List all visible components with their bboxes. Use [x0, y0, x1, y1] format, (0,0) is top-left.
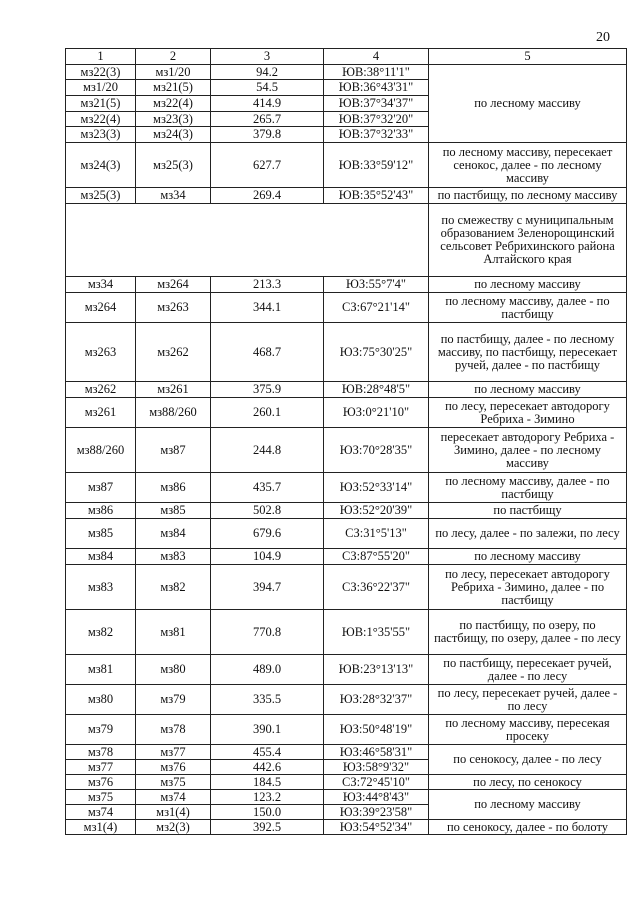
point-to: мз82 — [136, 565, 211, 610]
point-to: мз24(3) — [136, 127, 211, 143]
segment-description: по лесному массиву — [429, 65, 627, 143]
segment-bearing: ЮВ:37°32'33" — [324, 127, 429, 143]
point-from: мз263 — [66, 323, 136, 382]
point-from: мз261 — [66, 398, 136, 428]
point-from: мз264 — [66, 293, 136, 323]
segment-bearing: ЮЗ:39°23'58" — [324, 805, 429, 820]
segment-bearing: ЮЗ:44°8'43" — [324, 790, 429, 805]
segment-bearing: ЮЗ:46°58'31" — [324, 745, 429, 760]
segment-description: по лесному массиву — [429, 549, 627, 565]
point-to: мз84 — [136, 519, 211, 549]
segment-length: 265.7 — [211, 112, 324, 127]
table-row — [66, 549, 627, 565]
segment-bearing: ЮВ:33°59'12" — [324, 143, 429, 188]
point-to: мз86 — [136, 473, 211, 503]
segment-bearing: ЮЗ:58°9'32" — [324, 760, 429, 775]
segment-bearing: ЮЗ:52°33'14" — [324, 473, 429, 503]
point-from: мз21(5) — [66, 96, 136, 112]
segment-length: 244.8 — [211, 428, 324, 473]
point-to: мз1/20 — [136, 65, 211, 80]
segment-bearing: ЮЗ:0°21'10" — [324, 398, 429, 428]
segment-length: 375.9 — [211, 382, 324, 398]
segment-bearing: СЗ:36°22'37" — [324, 565, 429, 610]
segment-bearing: ЮЗ:55°7'4" — [324, 277, 429, 293]
point-from: мз84 — [66, 549, 136, 565]
page-number: 20 — [596, 30, 610, 45]
point-to: мз261 — [136, 382, 211, 398]
table-row — [66, 565, 627, 610]
table-row — [66, 382, 627, 398]
segment-bearing: ЮЗ:70°28'35" — [324, 428, 429, 473]
point-from: мз262 — [66, 382, 136, 398]
column-header: 2 — [136, 49, 211, 65]
segment-length: 335.5 — [211, 685, 324, 715]
segment-bearing: ЮВ:35°52'43" — [324, 188, 429, 204]
segment-length: 455.4 — [211, 745, 324, 760]
point-to: мз78 — [136, 715, 211, 745]
table-row — [66, 715, 627, 745]
point-to: мз76 — [136, 760, 211, 775]
point-to: мз74 — [136, 790, 211, 805]
segment-description: по пастбищу, пересекает ручей, далее - по лесу — [429, 655, 627, 685]
segment-length: 502.8 — [211, 503, 324, 519]
segment-bearing: ЮЗ:54°52'34" — [324, 820, 429, 835]
segment-bearing: ЮВ:28°48'5" — [324, 382, 429, 398]
point-to: мз262 — [136, 323, 211, 382]
segment-bearing: ЮВ:1°35'55" — [324, 610, 429, 655]
table-row — [66, 277, 627, 293]
point-to: мз75 — [136, 775, 211, 790]
table-row — [66, 293, 627, 323]
segment-length: 344.1 — [211, 293, 324, 323]
point-to: мз21(5) — [136, 80, 211, 96]
point-from: мз85 — [66, 519, 136, 549]
column-header: 1 — [66, 49, 136, 65]
segment-length: 104.9 — [211, 549, 324, 565]
point-from: мз87 — [66, 473, 136, 503]
segment-bearing: СЗ:72°45'10" — [324, 775, 429, 790]
segment-length: 390.1 — [211, 715, 324, 745]
point-from: мз1(4) — [66, 820, 136, 835]
segment-bearing: СЗ:87°55'20" — [324, 549, 429, 565]
segment-length: 269.4 — [211, 188, 324, 204]
table-row — [66, 519, 627, 549]
segment-length: 435.7 — [211, 473, 324, 503]
point-to: мз1(4) — [136, 805, 211, 820]
point-to: мз85 — [136, 503, 211, 519]
point-from: мз81 — [66, 655, 136, 685]
segment-description: по пастбищу, далее - по лесному массиву, по пастбищу, пересекает ручей, далее - по пастбищу — [429, 323, 627, 382]
segment-description: по сенокосу, далее - по лесу — [429, 745, 627, 775]
table-row — [66, 428, 627, 473]
point-from: мз78 — [66, 745, 136, 760]
point-from: мз22(3) — [66, 65, 136, 80]
point-from: мз22(4) — [66, 112, 136, 127]
segment-bearing: ЮЗ:52°20'39" — [324, 503, 429, 519]
segment-bearing: ЮВ:23°13'13" — [324, 655, 429, 685]
point-from: мз1/20 — [66, 80, 136, 96]
table-row — [66, 790, 627, 805]
point-from: мз34 — [66, 277, 136, 293]
segment-description: по лесному массиву, далее - по пастбищу — [429, 473, 627, 503]
segment-length: 414.9 — [211, 96, 324, 112]
point-to: мз34 — [136, 188, 211, 204]
segment-bearing: ЮЗ:50°48'19" — [324, 715, 429, 745]
point-to: мз23(3) — [136, 112, 211, 127]
segment-bearing: ЮВ:37°32'20" — [324, 112, 429, 127]
point-to: мз83 — [136, 549, 211, 565]
segment-bearing: ЮВ:37°34'37" — [324, 96, 429, 112]
point-to: мз25(3) — [136, 143, 211, 188]
table-row — [66, 820, 627, 835]
point-to: мз263 — [136, 293, 211, 323]
table-row — [66, 204, 627, 277]
segment-description: по лесному массиву, пересекает сенокос, далее - по лесному массиву — [429, 143, 627, 188]
point-from: мз82 — [66, 610, 136, 655]
segment-bearing: СЗ:31°5'13" — [324, 519, 429, 549]
segment-length: 184.5 — [211, 775, 324, 790]
column-header: 3 — [211, 49, 324, 65]
point-from: мз86 — [66, 503, 136, 519]
segment-description: по лесу, по сенокосу — [429, 775, 627, 790]
table-row — [66, 65, 627, 80]
table-row — [66, 685, 627, 715]
point-to: мз88/260 — [136, 398, 211, 428]
segment-description: по пастбищу, по лесному массиву — [429, 188, 627, 204]
table-row — [66, 745, 627, 760]
empty-cell — [66, 204, 429, 277]
table-row — [66, 143, 627, 188]
segment-description: по лесу, пересекает автодорогу Ребриха - Зимино — [429, 398, 627, 428]
point-from: мз75 — [66, 790, 136, 805]
point-to: мз77 — [136, 745, 211, 760]
segment-length: 150.0 — [211, 805, 324, 820]
segment-description: пересекает автодорогу Ребриха - Зимино, далее - по лесному массиву — [429, 428, 627, 473]
segment-length: 394.7 — [211, 565, 324, 610]
segment-length: 213.3 — [211, 277, 324, 293]
table-row — [66, 775, 627, 790]
segment-description: по лесному массиву — [429, 382, 627, 398]
segment-description: по сенокосу, далее - по болоту — [429, 820, 627, 835]
table-row — [66, 188, 627, 204]
table-header-row — [66, 49, 627, 65]
segment-length: 679.6 — [211, 519, 324, 549]
table-row — [66, 610, 627, 655]
point-from: мз83 — [66, 565, 136, 610]
segment-description: по лесному массиву — [429, 277, 627, 293]
segment-length: 54.5 — [211, 80, 324, 96]
point-to: мз81 — [136, 610, 211, 655]
segment-description: по лесу, пересекает автодорогу Ребриха - Зимино, далее - по пастбищу — [429, 565, 627, 610]
segment-bearing: ЮЗ:75°30'25" — [324, 323, 429, 382]
segment-description: по пастбищу — [429, 503, 627, 519]
point-to: мз87 — [136, 428, 211, 473]
segment-length: 123.2 — [211, 790, 324, 805]
point-to: мз79 — [136, 685, 211, 715]
segment-length: 260.1 — [211, 398, 324, 428]
column-header: 4 — [324, 49, 429, 65]
point-from: мз25(3) — [66, 188, 136, 204]
segment-description: по лесному массиву, пересекая просеку — [429, 715, 627, 745]
segment-length: 94.2 — [211, 65, 324, 80]
point-from: мз74 — [66, 805, 136, 820]
segment-bearing: СЗ:67°21'14" — [324, 293, 429, 323]
point-from: мз79 — [66, 715, 136, 745]
segment-bearing: ЮЗ:28°32'37" — [324, 685, 429, 715]
column-header: 5 — [429, 49, 627, 65]
point-from: мз24(3) — [66, 143, 136, 188]
segment-length: 392.5 — [211, 820, 324, 835]
segment-description: по пастбищу, по озеру, по пастбищу, по озеру, далее - по лесу — [429, 610, 627, 655]
segment-description: по лесному массиву — [429, 790, 627, 820]
table-row — [66, 655, 627, 685]
segment-length: 379.8 — [211, 127, 324, 143]
table-row — [66, 323, 627, 382]
segment-description: по смежеству с муниципальным образованием Зеленорощинский сельсовет Ребрихинского района Алтайского края — [429, 204, 627, 277]
segment-description: по лесу, далее - по залежи, по лесу — [429, 519, 627, 549]
segment-length: 442.6 — [211, 760, 324, 775]
segment-length: 770.8 — [211, 610, 324, 655]
point-from: мз80 — [66, 685, 136, 715]
point-from: мз88/260 — [66, 428, 136, 473]
segment-length: 468.7 — [211, 323, 324, 382]
segment-length: 627.7 — [211, 143, 324, 188]
table-row — [66, 398, 627, 428]
point-from: мз23(3) — [66, 127, 136, 143]
point-to: мз2(3) — [136, 820, 211, 835]
table-row — [66, 503, 627, 519]
point-from: мз77 — [66, 760, 136, 775]
segment-description: по лесу, пересекает ручей, далее - по лесу — [429, 685, 627, 715]
table-row — [66, 473, 627, 503]
segment-description: по лесному массиву, далее - по пастбищу — [429, 293, 627, 323]
point-to: мз22(4) — [136, 96, 211, 112]
point-to: мз80 — [136, 655, 211, 685]
segment-bearing: ЮВ:36°43'31" — [324, 80, 429, 96]
segment-length: 489.0 — [211, 655, 324, 685]
boundary-table — [65, 48, 627, 835]
point-from: мз76 — [66, 775, 136, 790]
point-to: мз264 — [136, 277, 211, 293]
segment-bearing: ЮВ:38°11'1" — [324, 65, 429, 80]
